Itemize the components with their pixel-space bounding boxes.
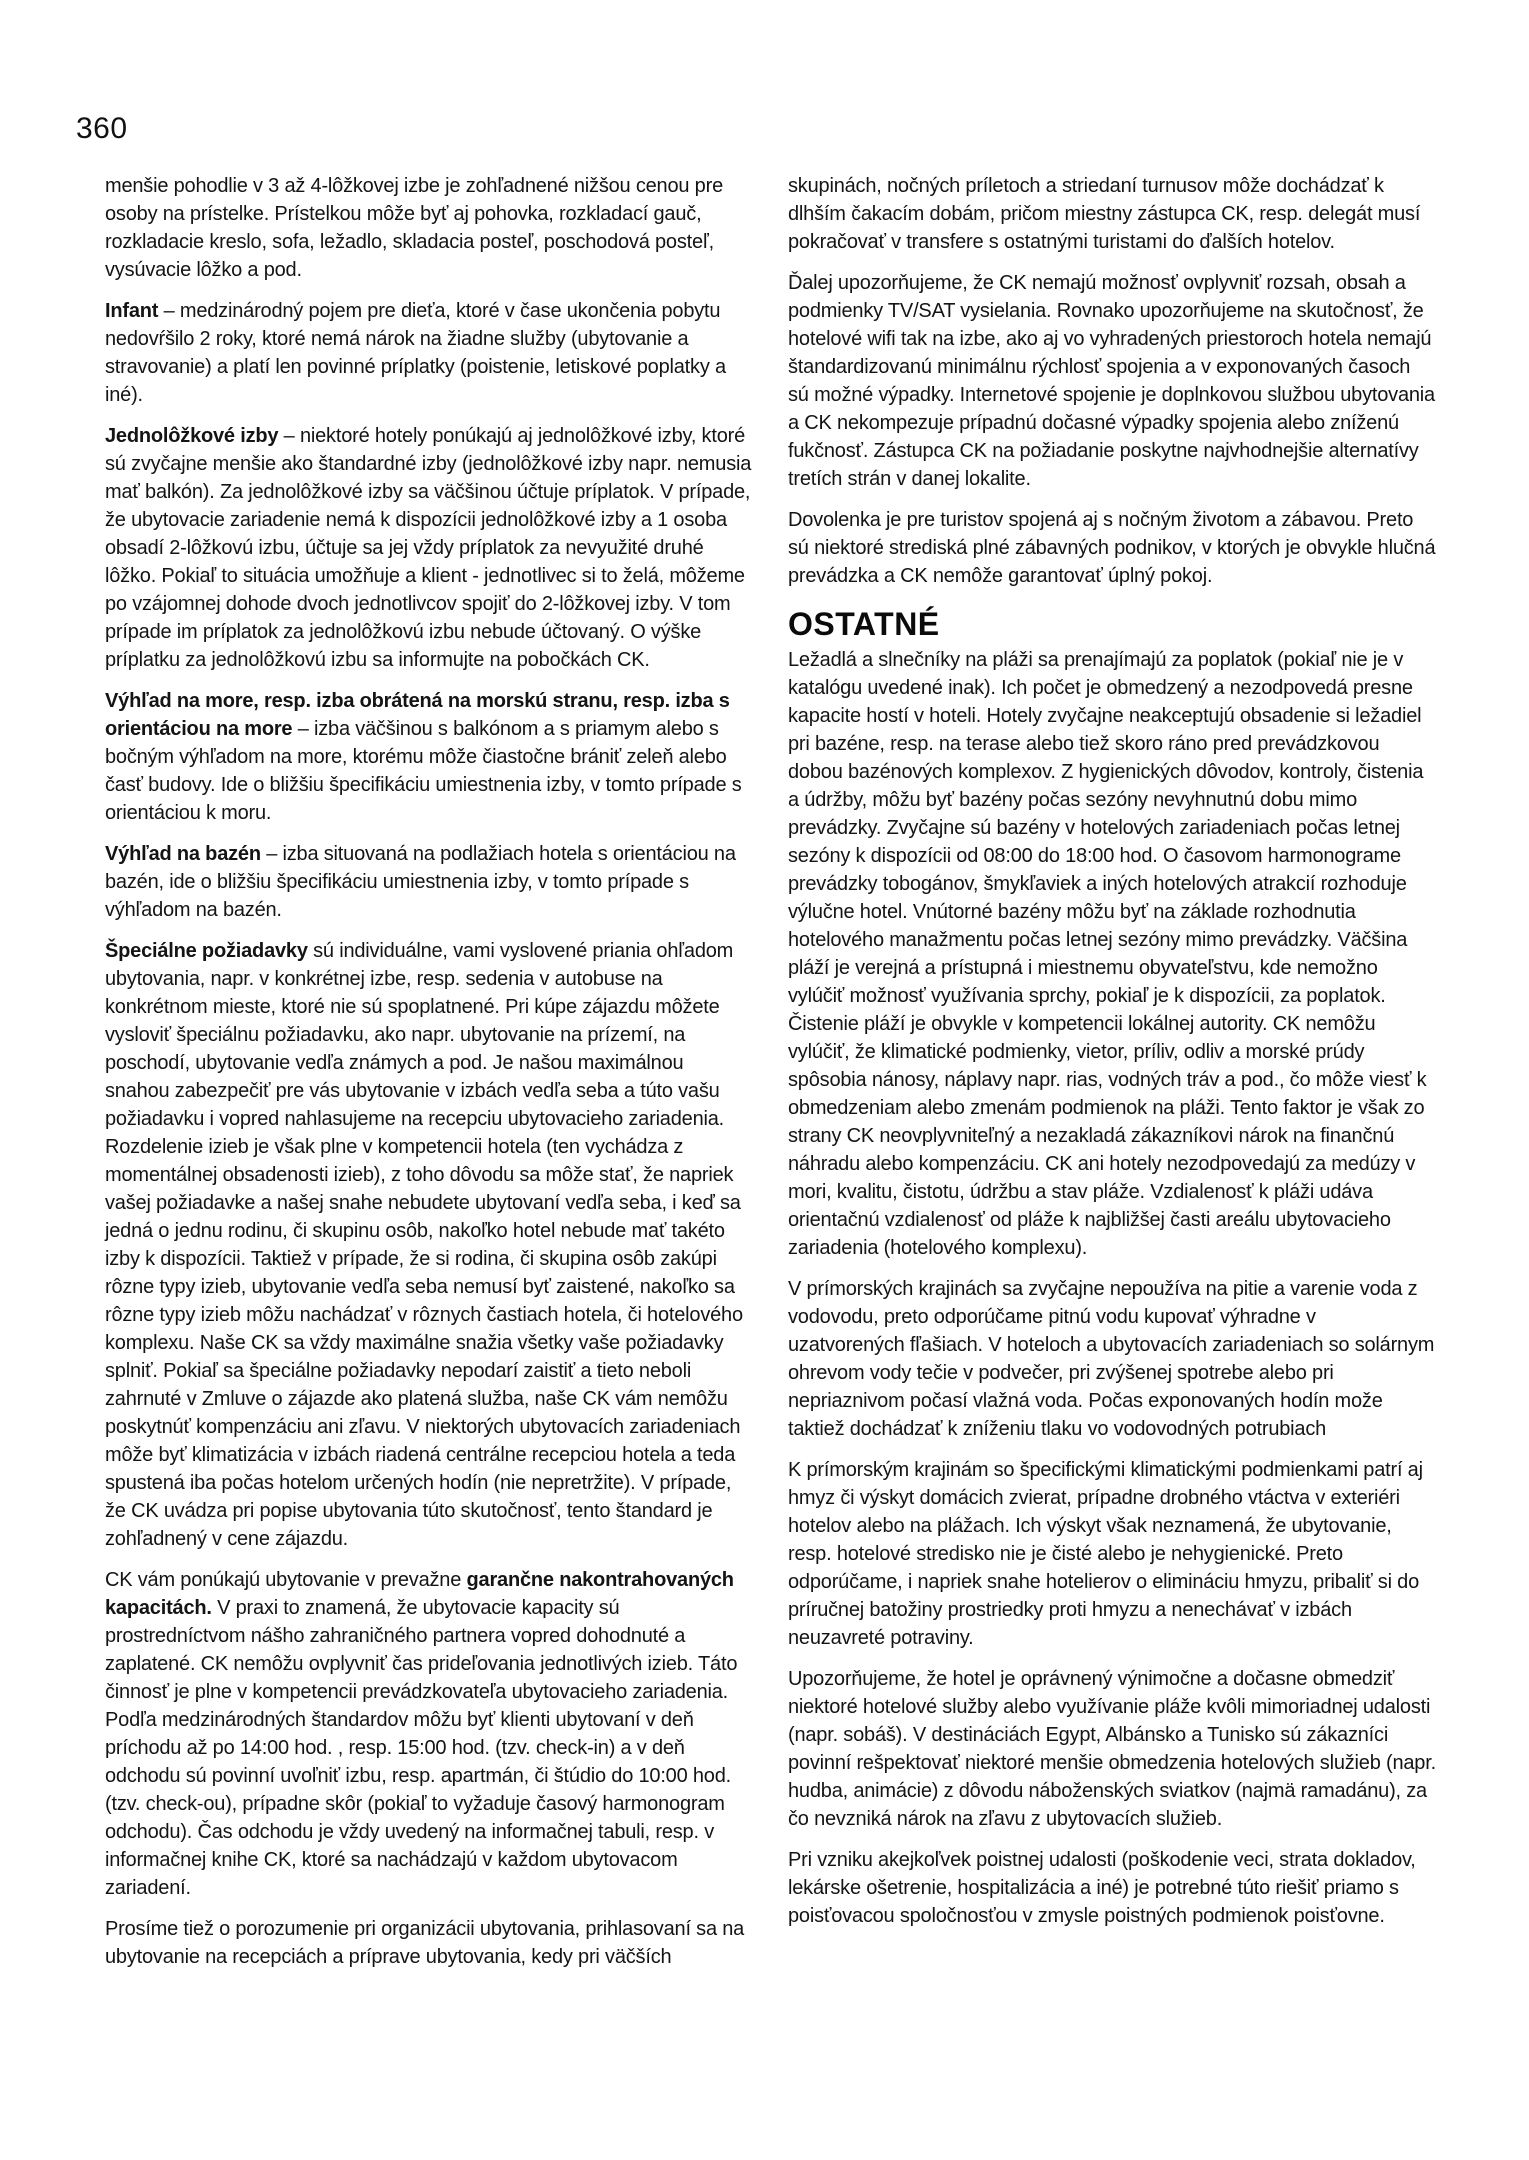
paragraph: [105, 840, 753, 924]
text-segment: Ležadlá a slnečníky na pláži sa prenajímajú za poplatok (pokiaľ nie je v katalógu uvedené inak). Ich počet je obmedzený a nezodpovedá presne kapacite hostí v hoteli. Hotely zvyčajne neakceptujú obsadenie si ležadiel pri bazéne, resp. na terase alebo tiež skoro ráno pred prevádzkovou dobou bazénových komplexov. Z hygienických dôvodov, kontroly, čistenia a údržby, môžu byť bazény počas sezóny nevyhnutnú dobu mimo prevádzky. Zvyčajne sú bazény v hotelových zariadeniach počas letnej sezóny k dispozícii od 08:00 do 18:00 hod. O časovom harmonograme prevádzky tobogánov, šmykľaviek a iných hotelových atrakcií rozhoduje výlučne hotel. Vnútorné bazény môžu byť na základe rozhodnutia hotelového manažmentu počas letnej sezóny mimo prevádzky. Väčšina pláží je verejná a prístupná i miestnemu obyvateľstvu, kde nemožno vylúčiť možnosť využívania sprchy, pokiaľ je k dispozícii, za poplatok. Čistenie pláží je obvykle v kompetencii lokálnej autority. CK nemôžu vylúčiť, že klimatické podmienky, vietor, príliv, odliv a morské prúdy spôsobia nánosy, náplavy napr. rias, vodných tráv a pod., čo môže viesť k obmedzeniam alebo zmenám podmienok na pláži. Tento faktor je však zo strany CK neovplyvniteľný a nezakladá zákazníkovi nárok na finančnú náhradu alebo kompenzáciu. CK ani hotely nezodpovedajú za medúzy v mori, kvalitu, čistotu, údržbu a stav pláže. Vzdialenosť k pláži udáva orientačnú vzdialenosť od pláže k najbližšej časti areálu ubytovacieho zariadenia (hotelového komplexu).: [788, 649, 1427, 1259]
paragraph: [105, 1915, 753, 1971]
text-segment: – medzinárodný pojem pre dieťa, ktoré v čase ukončenia pobytu nedovŕšilo 2 roky, ktoré nemá nárok na žiadne služby (ubytovanie a stravovanie) a platí len povinné príplatky (poistenie, letiskové poplatky a iné).: [105, 300, 726, 406]
term-bold: Jednolôžkové izby: [105, 425, 279, 447]
paragraph: [788, 1846, 1436, 1930]
text-segment: menšie pohodlie v 3 až 4-lôžkovej izbe je zohľadnené nižšou cenou pre osoby na prístelke. Prístelkou môže byť aj pohovka, rozkladací gauč, rozkladacie kreslo, sofa, ležadlo, skladacia posteľ, poschodová posteľ, vysúvacie lôžko a pod.: [105, 175, 723, 281]
text-segment: Upozorňujeme, že hotel je oprávnený výnimočne a dočasne obmedziť niektoré hotelové služby alebo využívanie pláže kvôli mimoriadnej udalosti (napr. sobáš). V destináciách Egypt, Albánsko a Tunisko sú zákazníci povinní rešpektovať niektoré menšie obmedzenia hotelových služieb (napr. hudba, animácie) z dôvodu náboženských sviatkov (najmä ramadánu), za čo nevzniká nárok na zľavu z ubytovacích služieb.: [788, 1668, 1436, 1830]
paragraph: [788, 172, 1436, 256]
page-number: 360: [76, 112, 128, 145]
text-segment: Prosíme tiež o porozumenie pri organizácii ubytovania, prihlasovaní sa na ubytovanie na recepciách a príprave ubytovania, kedy pri väčších: [105, 1918, 745, 1968]
text-segment: V praxi to znamená, že ubytovacie kapacity sú prostredníctvom nášho zahraničného partnera vopred dohodnuté a zaplatené. CK nemôžu ovplyvniť čas prideľovania jednotlivých izieb. Táto činnosť je plne v kompetencii prevádzkovateľa ubytovacieho zariadenia. Podľa medzinárodných štandardov môžu byť klienti ubytovaní v deň príchodu až po 14:00 hod. , resp. 15:00 hod. (tzv. check-in) a v deň odchodu sú povinní uvoľniť izbu, resp. apartmán, či štúdio do 10:00 hod. (tzv. check-ou), prípadne skôr (pokiaľ to vyžaduje časový harmonogram odchodu). Čas odchodu je vždy uvedený na informačnej tabuli, resp. v informačnej knihe CK, ktoré sa nachádzajú v každom ubytovacom zariadení.: [105, 1597, 738, 1899]
term-bold: Infant: [105, 300, 159, 322]
paragraph: [788, 269, 1436, 493]
text-segment: V prímorských krajinách sa zvyčajne nepoužíva na pitie a varenie voda z vodovodu, preto odporúčame pitnú vodu kupovať výhradne v uzatvorených fľašiach. V hoteloch a ubytovacích zariadeniach so solárnym ohrevom vody tečie v podvečer, pri zvýšenej spotrebe alebo pri nepriaznivom počasí vlažná voda. Počas exponovaných hodín može taktiež dochádzať k zníženiu tlaku vo vodovodných potrubiach: [788, 1278, 1435, 1440]
paragraph: [105, 687, 753, 827]
text-segment: skupinách, nočných príletoch a striedaní turnusov môže dochádzať k dlhším čakacím dobám, pričom miestny zástupca CK, resp. delegát musí pokračovať v transfere s ostatnými turistami do ďalších hotelov.: [788, 175, 1421, 253]
paragraph: [788, 1665, 1436, 1833]
right-column: [788, 172, 1436, 1943]
term-bold: Výhľad na bazén: [105, 843, 261, 865]
section-heading: OSTATNÉ: [788, 606, 940, 642]
text-segment: – niektoré hotely ponúkajú aj jednolôžkové izby, ktoré sú zvyčajne menšie ako štandardné izby (jednolôžkové izby napr. nemusia mať balkón). Za jednolôžkové izby sa väčšinou účtuje príplatok. V prípade, že ubytovacie zariadenie nemá k dispozícii jednolôžkové izby a 1 osoba obsadí 2-lôžkovú izbu, účtuje sa jej vždy príplatok za nevyužité druhé lôžko. Pokiaľ to situácia umožňuje a klient - jednotlivec si to želá, môžeme po vzájomnej dohode dvoch jednotlivcov spojiť do 2-lôžkovej izby. V tom prípade im príplatok za jednolôžkovú izbu nebude účtovaný. O výške príplatku za jednolôžkovú izbu sa informujte na pobočkách CK.: [105, 425, 752, 671]
paragraph: [105, 1566, 753, 1902]
text-segment: K prímorským krajinám so špecifickými klimatickými podmienkami patrí aj hmyz či výskyt domácich zvierat, prípadne drobného vtáctva v exteriéri hotelov alebo na plážach. Ich výskyt však neznamená, že ubytovanie, resp. hotelové stredisko nie je čisté alebo je nehygienické. Preto odporúčame, i napriek snahe hotelierov o elimináciu hmyzu, pribaliť si do príručnej batožiny prostriedky proti hmyzu a nenechávať v izbách neuzavreté potraviny.: [788, 1459, 1423, 1649]
term-bold: garančne nakontrahovaných kapacitách.: [105, 1569, 734, 1619]
paragraph: [788, 1456, 1436, 1652]
paragraph: [105, 172, 753, 284]
term-bold: Výhľad na more, resp. izba obrátená na morskú stranu, resp. izba s orientáciou na more: [105, 690, 730, 740]
text-segment: sú individuálne, vami vyslovené priania ohľadom ubytovania, napr. v konkrétnej izbe, resp. sedenia v autobuse na konkrétnom mieste, ktoré nie sú spoplatnené. Pri kúpe zájazdu môžete vysloviť špeciálnu požiadavku, ako napr. ubytovanie na prízemí, na poschodí, ubytovanie vedľa známych a pod. Je našou maximálnou snahou zabezpečiť pre vás ubytovanie v izbách vedľa seba a túto vašu požiadavku i vopred nahlasujeme na recepciu ubytovacieho zariadenia. Rozdelenie izieb je však plne v kompetencii hotela (ten vychádza z momentálnej obsadenosti izieb), z toho dôvodu sa môže stať, že napriek vašej požiadavke a našej snahe nebudete ubytovaní vedľa seba, i keď sa jedná o jednu rodinu, či skupinu osôb, nakoľko hotel nebude mať takéto izby k dispozícii. Taktiež v prípade, že si rodina, či skupina osôb zakúpi rôzne typy izieb, ubytovanie vedľa seba nemusí byť zaistené, nakoľko sa rôzne typy izieb môžu nachádzať v rôznych častiach hotela, či hotelového komplexu. Naše CK sa vždy maximálne snažia všetky vaše požiadavky splniť. Pokiaľ sa špeciálne požiadavky nepodarí zaistiť a tieto neboli zahrnuté v Zmluve o zájazde ako platená služba, naše CK vám nemôžu poskytnúť kompenzáciu ani zľavu. V niektorých ubytovacích zariadeniach môže byť klimatizácia v izbách riadená centrálne recepciou hotela a teda spustená iba počas hotelom určených hodín (nie nepretržite). V prípade, že CK uvádza pri popise ubytovania túto skutočnosť, tento štandard je zohľadnený v cene zájazdu.: [105, 940, 743, 1550]
text-segment: – izba väčšinou s balkónom a s priamym alebo s bočným výhľadom na more, ktorému môže čiastočne brániť zeleň alebo časť budovy. Ide o bližšiu špecifikáciu umiestnenia izby, v tomto prípade s orientáciou k moru.: [105, 718, 742, 824]
text-segment: Pri vzniku akejkoľvek poistnej udalosti (poškodenie veci, strata dokladov, lekárske ošetrenie, hospitalizácia a iné) je potrebné túto riešiť priamo s poisťovacou spoločnosťou v zmysle poistných podmienok poisťovne.: [788, 1849, 1416, 1927]
paragraph: [105, 422, 753, 674]
left-column: [105, 172, 753, 1984]
text-segment: – izba situovaná na podlažiach hotela s orientáciou na bazén, ide o bližšiu špecifikáciu umiestnenia izby, v tomto prípade s výhľadom na bazén.: [105, 843, 736, 921]
text-segment: Ďalej upozorňujeme, že CK nemajú možnosť ovplyvniť rozsah, obsah a podmienky TV/SAT vysielania. Rovnako upozorňujeme na skutočnosť, že hotelové wifi tak na izbe, ako aj vo vyhradených priestoroch hotela nemajú štandardizovanú minimálnu rýchlosť spojenia a v exponovaných časoch sú možné výpadky. Internetové spojenie je doplnkovou službou ubytovania a CK nekompezuje prípadnú dočasné výpadky spojenia alebo zníženú fukčnosť. Zástupca CK na požiadanie poskytne najvhodnejšie alternatívy tretích strán v danej lokalite.: [788, 272, 1435, 490]
text-segment: CK vám ponúkajú ubytovanie v prevažne: [105, 1569, 467, 1591]
paragraph: [788, 1275, 1436, 1443]
paragraph: [105, 297, 753, 409]
paragraph: [788, 646, 1436, 1262]
paragraph: [788, 506, 1436, 590]
text-segment: Dovolenka je pre turistov spojená aj s nočným životom a zábavou. Preto sú niektoré strediská plné zábavných podnikov, v ktorých je obvykle hlučná prevádzka a CK nemôže garantovať úplný pokoj.: [788, 509, 1436, 587]
paragraph: [105, 937, 753, 1553]
term-bold: Špeciálne požiadavky: [105, 940, 308, 962]
